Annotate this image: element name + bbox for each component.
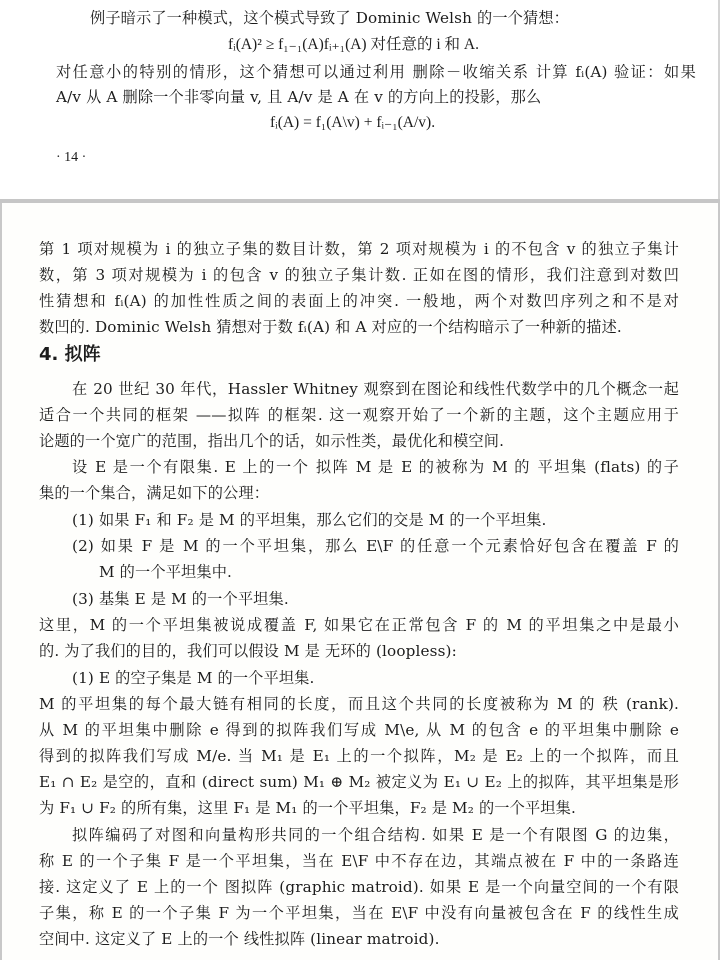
text-line: 在 20 世纪 30 年代，Hassler Whitney 观察到在图论和线性代数学中的几个概念一起 [72, 380, 679, 398]
text-line: 的. 为了我们的目的，我们可以假设 M 是 无环的 (loopless): [39, 642, 457, 660]
text-line: 子集，称 E 的一个子集 F 为一个平坦集，当在 E\F 中没有向量被包含在 F 的线性生成 [39, 904, 679, 922]
text-line: 性猜想和 fᵢ(A) 的加性性质之间的表面上的冲突. 一般地，两个对数凹序列之和不是对 [39, 292, 679, 310]
axiom-2-cont: M 的一个平坦集中. [99, 563, 233, 581]
text-line: 从 M 的平坦集中删除 e 得到的拟阵我们写成 M\e, 从 M 的包含 e 的平坦集中删除 e [39, 721, 679, 739]
text-line: 称 E 的一个子集 F 是一个平坦集，当在 E\F 中不存在边，其端点被在 F 中的一条路连 [39, 852, 679, 870]
section-heading: 4. 拟阵 [39, 344, 101, 365]
text-line: 拟阵编码了对图和向量构形共同的一个组合结构. 如果 E 是一个有限图 G 的边集， [72, 826, 679, 844]
text-line: 论题的一个宽广的范围，指出几个的话，如示性类，最优化和模空间. [39, 432, 505, 450]
current-page [0, 203, 720, 960]
text-line: 集的一个集合，满足如下的公理： [39, 484, 270, 502]
text-line: 接. 这定义了 E 上的一个 图拟阵 (graphic matroid). 如果 E 是一个向量空间的一个有限 [39, 878, 679, 896]
text-line: 数，第 3 项对规模为 i 的包含 v 的独立子集计数. 正如在图的情形，我们注意到对数凹 [39, 266, 679, 284]
axiom-1: (1) 如果 F₁ 和 F₂ 是 M 的平坦集，那么它们的交是 M 的一个平坦集. [72, 511, 547, 529]
text-line: 这里，M 的一个平坦集被说成覆盖 F, 如果它在正常包含 F 的 M 的平坦集之中是最小 [39, 616, 679, 634]
text-line: 适合一个共同的框架 ——拟阵 的框架. 这一观察开始了一个新的主题，这个主题应用于 [39, 406, 679, 424]
text-line: 为 F₁ ∪ F₂ 的所有集，这里 F₁ 是 M₁ 的一个平坦集，F₂ 是 M₂ 的一个平坦集. [39, 799, 576, 817]
text-line: 第 1 项对规模为 i 的独立子集的数目计数，第 2 项对规模为 i 的不包含 v 的独立子集计 [39, 240, 679, 258]
text-line: A/v 从 A 删除一个非零向量 v, 且 A/v 是 A 在 v 的方向上的投影，那么 [56, 88, 542, 106]
formula-welsh-conjecture: fᵢ(A)² ≥ f₁₋₁(A)fᵢ₊₁(A) 对任意的 i 和 A. [228, 36, 479, 53]
text-line: E₁ ∩ E₂ 是空的，直和 (direct sum) M₁ ⊕ M₂ 被定义为 E₁ ∪ E₂ 上的拟阵，其平坦集是形 [39, 773, 679, 791]
text-line: 设 E 是一个有限集. E 上的一个 拟阵 M 是 E 的被称为 M 的 平坦集 (flats) 的子 [72, 458, 679, 476]
text-line: 得到的拟阵我们写成 M/e. 当 M₁ 是 E₁ 上的一个拟阵，M₂ 是 E₂ 上的一个拟阵，而且 [39, 747, 679, 765]
axiom-2: (2) 如果 F 是 M 的一个平坦集，那么 E\F 的任意一个元素恰好包含在覆盖 F 的 [72, 537, 679, 555]
text-line: 空间中. 这定义了 E 上的一个 线性拟阵 (linear matroid). [39, 930, 440, 948]
formula-deletion-contraction: fᵢ(A) = f₁(A\v) + fᵢ₋₁(A/v). [270, 114, 436, 131]
previous-page [0, 0, 720, 199]
loopless-axiom: (1) E 的空子集是 M 的一个平坦集. [72, 669, 315, 687]
page-number: · 14 · [56, 150, 87, 165]
text-line: 例子暗示了一种模式，这个模式导致了 Dominic Welsh 的一个猜想： [90, 9, 570, 27]
text-line: 对任意小的特别的情形，这个猜想可以通过利用 删除－收缩关系 计算 fᵢ(A) 验证：如果 [56, 63, 696, 81]
axiom-3: (3) 基集 E 是 M 的一个平坦集. [72, 590, 289, 608]
text-line: M 的平坦集的每个最大链有相同的长度，而且这个共同的长度被称为 M 的 秩 (rank). [39, 695, 679, 713]
text-line: 数凹的. Dominic Welsh 猜想对于数 fᵢ(A) 和 A 对应的一个结构暗示了一种新的描述. [39, 318, 622, 336]
